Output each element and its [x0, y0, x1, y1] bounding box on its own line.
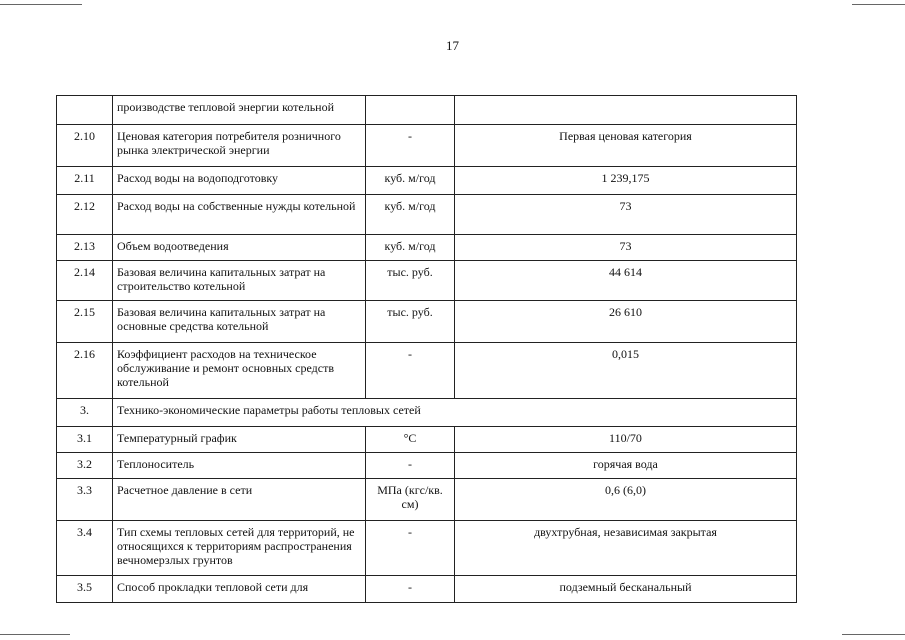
row-description: Базовая величина капитальных затрат на основные средства котельной [113, 301, 366, 343]
row-number: 2.12 [57, 195, 113, 235]
row-description: Температурный график [113, 427, 366, 453]
table-row [57, 261, 797, 301]
row-unit: °C [366, 427, 455, 453]
table-row [57, 235, 797, 261]
row-description: Коэффициент расходов на техническое обслуживание и ремонт основных средств котельной [113, 343, 366, 399]
parameters-table [56, 95, 797, 603]
row-unit: - [366, 521, 455, 576]
row-description: Тип схемы тепловых сетей для территорий, не относящихся к территориям распространения вечномерзлых грунтов [113, 521, 366, 576]
row-description: Способ прокладки тепловой сети для [113, 576, 366, 603]
row-value: 26 610 [455, 301, 797, 343]
row-value: Первая ценовая категория [455, 125, 797, 167]
table-row [57, 125, 797, 167]
row-value: горячая вода [455, 453, 797, 479]
table-row [57, 521, 797, 576]
row-number: 2.10 [57, 125, 113, 167]
row-unit: тыс. руб. [366, 261, 455, 301]
row-number: 3.3 [57, 479, 113, 521]
row-value [455, 96, 797, 125]
row-number [57, 96, 113, 125]
row-description: Расход воды на водоподготовку [113, 167, 366, 195]
row-number: 2.16 [57, 343, 113, 399]
scan-mark-bottom-left [0, 634, 70, 635]
row-description: Теплоноситель [113, 453, 366, 479]
table-row [57, 427, 797, 453]
row-number: 2.14 [57, 261, 113, 301]
row-value: подземный бесканальный [455, 576, 797, 603]
row-unit: - [366, 343, 455, 399]
table-row [57, 301, 797, 343]
row-number: 3.2 [57, 453, 113, 479]
row-description: Объем водоотведения [113, 235, 366, 261]
scan-mark-top-right [852, 4, 905, 5]
row-number: 3.4 [57, 521, 113, 576]
row-number: 2.13 [57, 235, 113, 261]
section-row [57, 399, 797, 427]
row-description: Расчетное давление в сети [113, 479, 366, 521]
row-value: 0,015 [455, 343, 797, 399]
table-row [57, 576, 797, 603]
row-unit [366, 96, 455, 125]
row-unit: МПа (кгс/кв. см) [366, 479, 455, 521]
row-number: 3.5 [57, 576, 113, 603]
table-row [57, 479, 797, 521]
row-description: производстве тепловой энергии котельной [113, 96, 366, 125]
table-row [57, 195, 797, 235]
row-value: 44 614 [455, 261, 797, 301]
row-description: Ценовая категория потребителя розничного рынка электрической энергии [113, 125, 366, 167]
row-unit: - [366, 125, 455, 167]
row-number: 3.1 [57, 427, 113, 453]
row-unit: тыс. руб. [366, 301, 455, 343]
row-unit: куб. м/год [366, 167, 455, 195]
page-number: 17 [446, 38, 459, 53]
row-number: 2.11 [57, 167, 113, 195]
row-value: 1 239,175 [455, 167, 797, 195]
section-number: 3. [57, 399, 113, 427]
section-title: Технико-экономические параметры работы тепловых сетей [113, 399, 797, 427]
row-description: Базовая величина капитальных затрат на строительство котельной [113, 261, 366, 301]
row-value: 73 [455, 195, 797, 235]
row-value: двухтрубная, независимая закрытая [455, 521, 797, 576]
row-value: 110/70 [455, 427, 797, 453]
row-unit: куб. м/год [366, 195, 455, 235]
table-row [57, 96, 797, 125]
row-unit: куб. м/год [366, 235, 455, 261]
scan-mark-top-left [0, 4, 82, 5]
table-row [57, 167, 797, 195]
row-unit: - [366, 453, 455, 479]
table-row [57, 453, 797, 479]
table-row [57, 343, 797, 399]
scan-mark-bottom-right [842, 634, 905, 635]
row-value: 0,6 (6,0) [455, 479, 797, 521]
row-description: Расход воды на собственные нужды котельной [113, 195, 366, 235]
row-number: 2.15 [57, 301, 113, 343]
row-value: 73 [455, 235, 797, 261]
row-unit: - [366, 576, 455, 603]
